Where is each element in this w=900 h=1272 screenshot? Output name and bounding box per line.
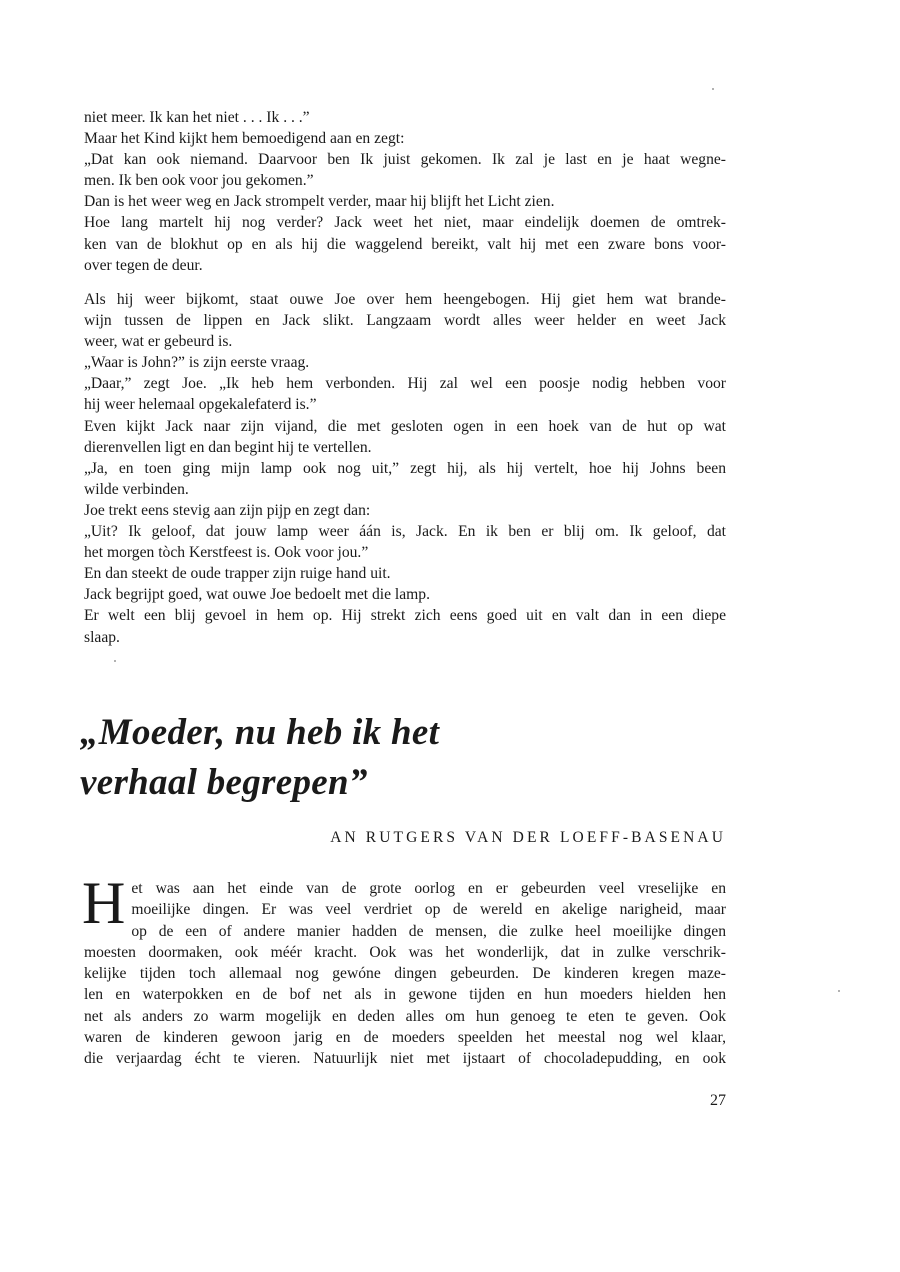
text-line: Hoe lang martelt hij nog verder? Jack weet het niet, maar eindelijk doemen de omtrek- xyxy=(84,214,726,232)
text-line: „Ja, en toen ging mijn lamp ook nog uit,” zegt hij, als hij vertelt, hoe hij Johns been xyxy=(84,459,726,477)
story-opening-paragraph xyxy=(82,870,726,1070)
title-line: „Moeder, nu heb ik het xyxy=(80,712,440,753)
text-line: Joe trekt eens stevig aan zijn pijp en zegt dan: xyxy=(84,501,371,519)
text-line: wijn tussen de lippen en Jack slikt. Langzaam wordt alles weer helder en weet Jack xyxy=(84,312,726,330)
text-line: ken van de blokhut op en als hij die waggelend bereikt, valt hij met een zware bons voor- xyxy=(84,235,726,253)
text-line: waren de kinderen gewoon jarig en de moeders speelden het meestal nog wel klaar, xyxy=(84,1029,726,1047)
text-line: moesten doormaken, ook méér kracht. Ook was het wonderlijk, dat in zulke verschrik- xyxy=(84,943,726,961)
scan-speck xyxy=(114,660,116,662)
text-line: weer, wat er gebeurd is. xyxy=(84,333,233,351)
scan-speck xyxy=(838,990,840,992)
text-line: „Uit? Ik geloof, dat jouw lamp weer áán is, Jack. En ik ben er blij om. Ik geloof, dat xyxy=(84,523,726,541)
text-line: Jack begrijpt goed, wat ouwe Joe bedoelt met die lamp. xyxy=(84,586,430,604)
text-line: men. Ik ben ook voor jou gekomen.” xyxy=(84,172,314,190)
second-paragraph xyxy=(84,289,726,648)
continuation-paragraph xyxy=(84,107,726,276)
text-line: het morgen tòch Kerstfeest is. Ook voor jou.” xyxy=(84,544,369,562)
text-line: „Dat kan ook niemand. Daarvoor ben Ik juist gekomen. Ik zal je last en je haat wegne- xyxy=(84,151,726,169)
text-line: kelijke tijden toch allemaal nog gewóne dingen gebeurden. De kinderen kregen maze- xyxy=(84,965,726,983)
story-title xyxy=(80,708,740,808)
title-line: verhaal begrepen” xyxy=(80,762,368,803)
text-line: Even kijkt Jack naar zijn vijand, die met gesloten ogen in een hoek van de hut op wat xyxy=(84,417,726,435)
text-line: len en waterpokken en de bof net als in gewone tijden en hun moeders hielden hen xyxy=(84,986,726,1004)
text-line: dierenvellen ligt en dan begint hij te vertellen. xyxy=(84,438,372,456)
text-line: et was aan het einde van de grote oorlog en er gebeurden veel vreselijke en xyxy=(131,880,726,897)
scan-speck xyxy=(712,88,714,90)
text-line: slaap. xyxy=(84,628,120,646)
text-line: Als hij weer bijkomt, staat ouwe Joe over hem heengebogen. Hij giet hem wat brande- xyxy=(84,291,726,308)
text-line: op de een of andere manier hadden de mensen, die zulke heel moeilijke dingen xyxy=(131,922,726,940)
text-line: hij weer helemaal opgekalefaterd is.” xyxy=(84,396,317,414)
text-line: niet meer. Ik kan het niet . . . Ik . . .” xyxy=(84,109,310,126)
text-line: „Waar is John?” is zijn eerste vraag. xyxy=(84,354,310,372)
text-line: Dan is het weer weg en Jack strompelt verder, maar hij blijft het Licht zien. xyxy=(84,193,555,211)
page-number: 27 xyxy=(710,1092,726,1109)
text-line: „Daar,” zegt Joe. „Ik heb hem verbonden. Hij zal wel een poosje nodig hebben voor xyxy=(84,375,726,393)
text-line: over tegen de deur. xyxy=(84,256,203,274)
text-line: En dan steekt de oude trapper zijn ruige hand uit. xyxy=(84,565,391,583)
text-line: Er welt een blij gevoel in hem op. Hij strekt zich eens goed uit en valt dan in een diepe xyxy=(84,607,726,625)
story-author: AN RUTGERS VAN DER LOEFF-BASENAU xyxy=(330,829,726,846)
text-line: Maar het Kind kijkt hem bemoedigend aan en zegt: xyxy=(84,130,405,148)
text-line: moeilijke dingen. Er was veel verdriet op de wereld en akelige narigheid, maar xyxy=(131,901,726,919)
text-line: net als anders zo warm mogelijk en deden alles om hun genoeg te eten te geven. Ook xyxy=(84,1007,726,1025)
text-line: wilde verbinden. xyxy=(84,480,189,498)
drop-cap: H xyxy=(82,870,126,936)
text-line: die verjaardag écht te vieren. Natuurlijk niet met ijstaart of chocoladepudding, en ook xyxy=(84,1050,726,1068)
